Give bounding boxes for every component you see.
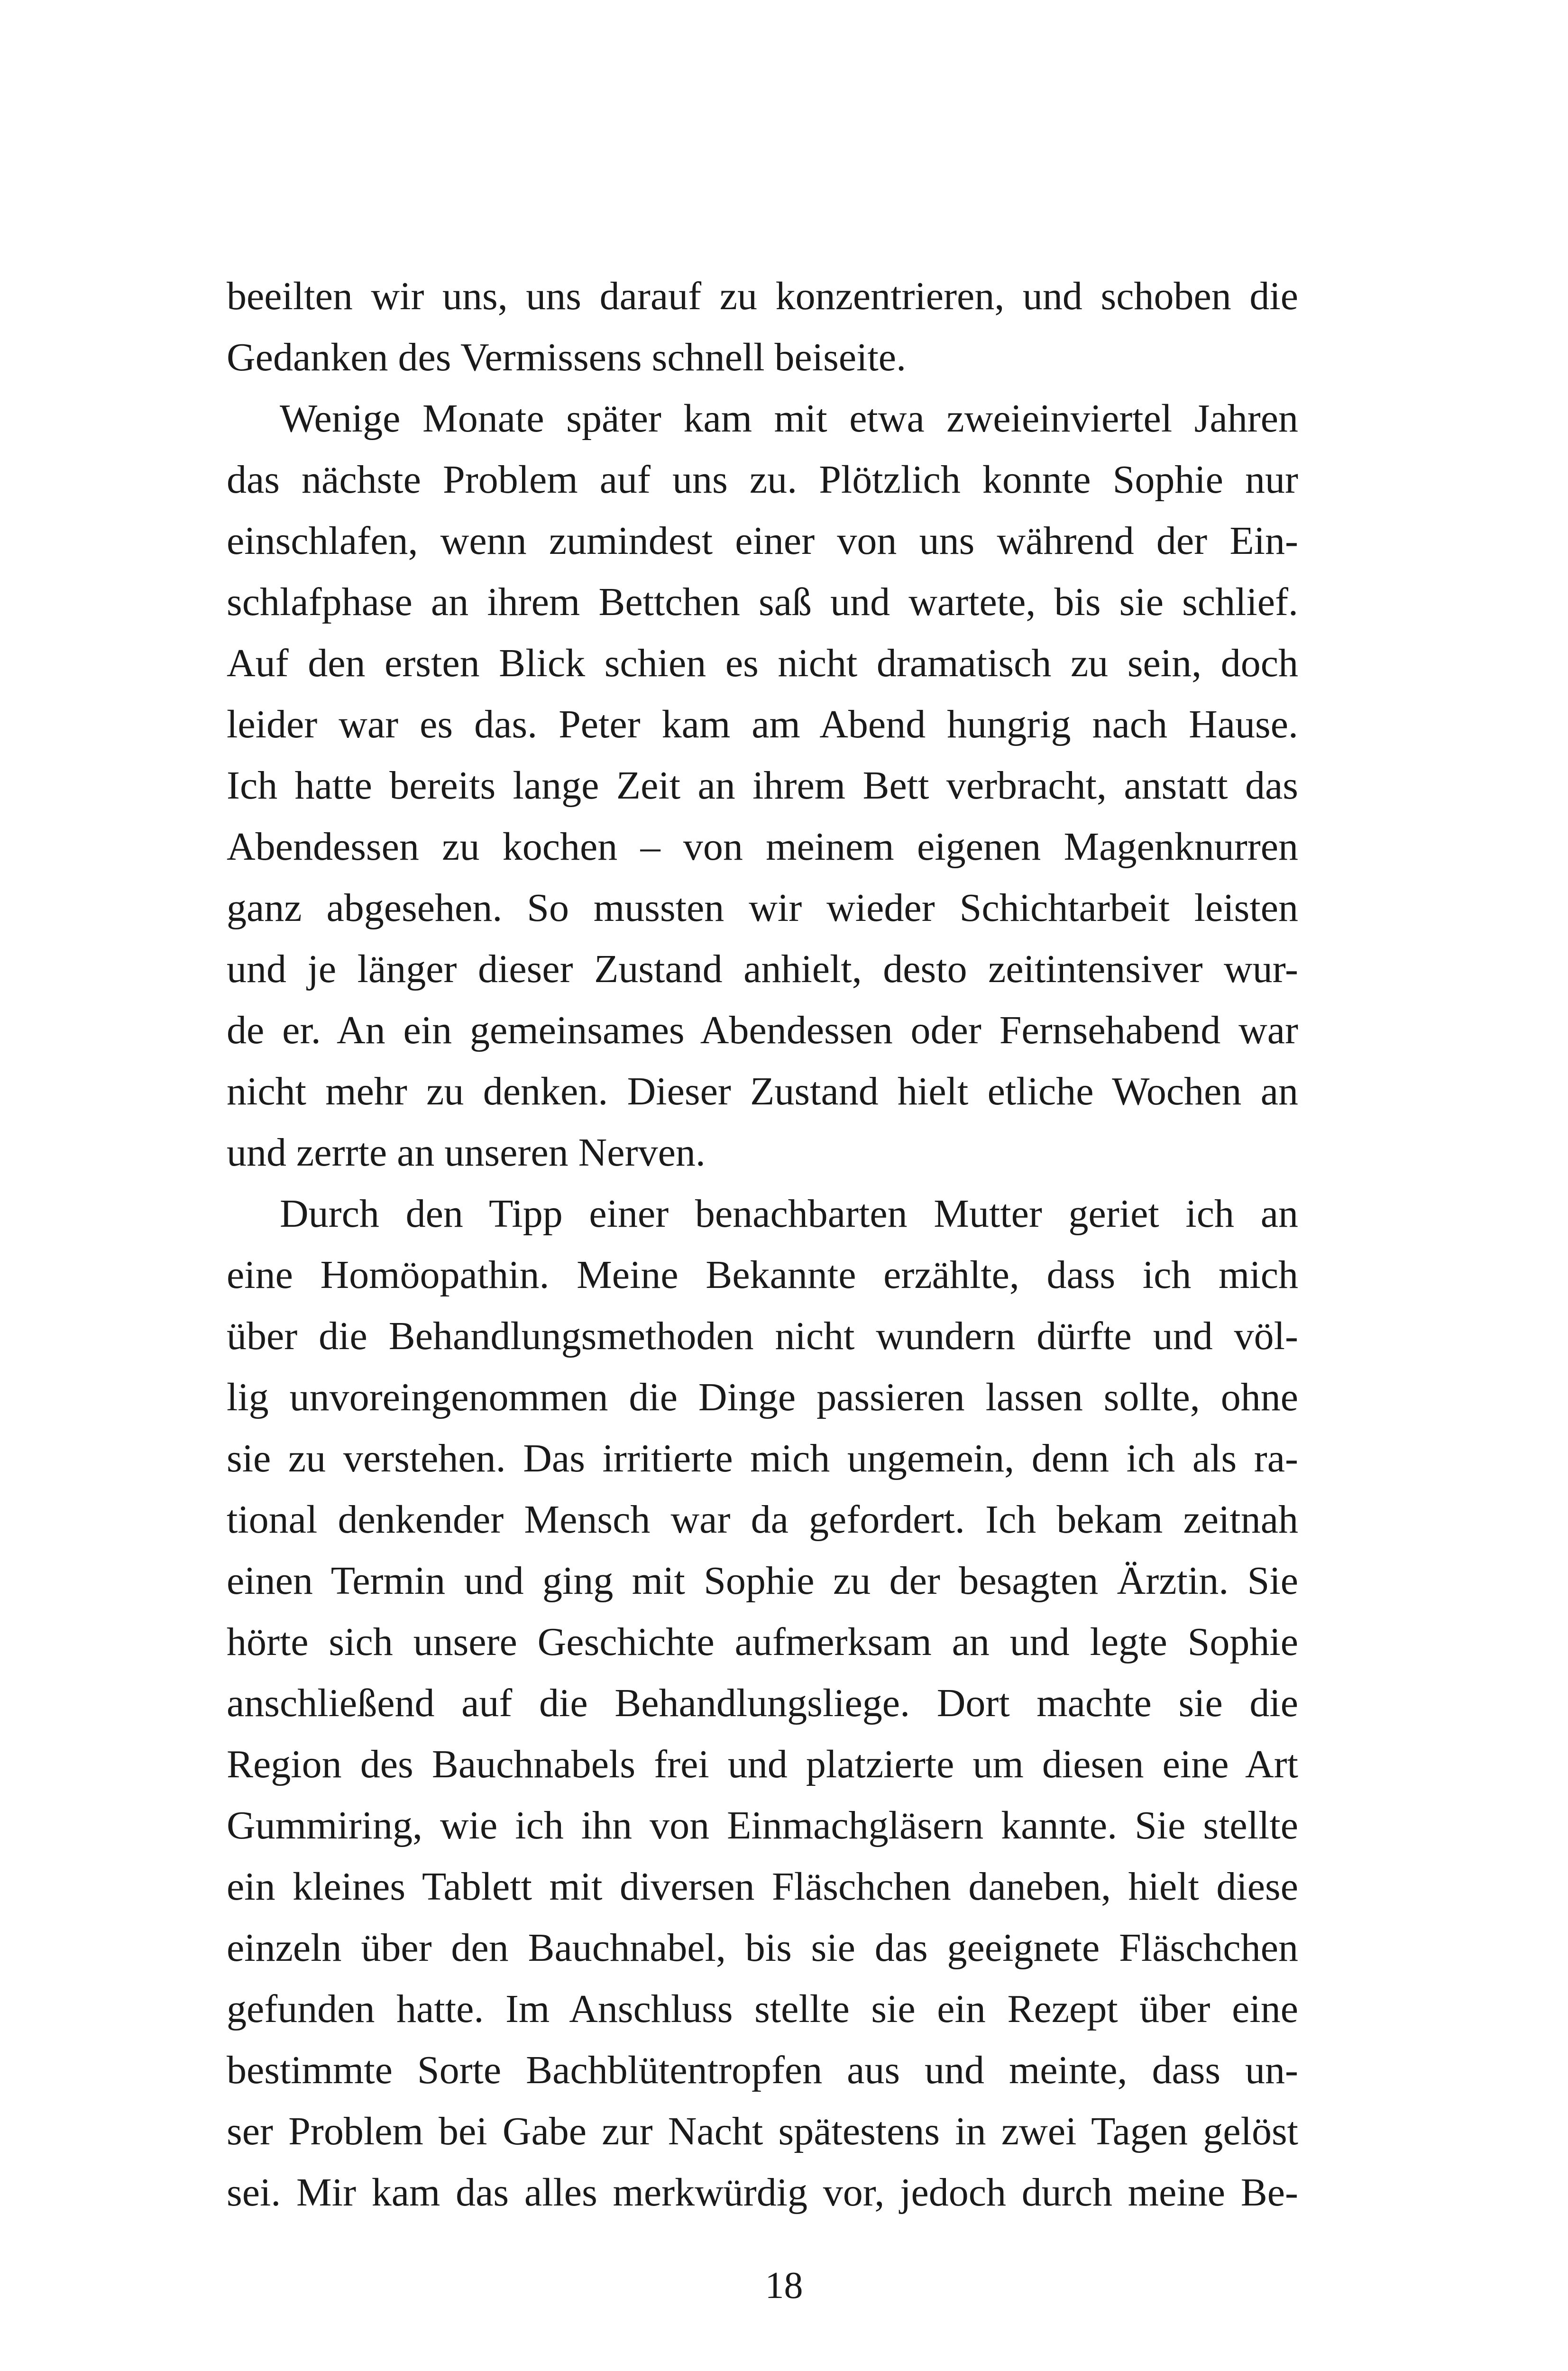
text-line: gefunden hatte. Im Anschluss stellte sie ein Rezept über eine [227,1987,1298,2031]
text-line: Auf den ersten Blick schien es nicht dramatisch zu sein, doch [227,641,1298,685]
text-line: und je länger dieser Zustand anhielt, desto zeitintensiver wur- [227,947,1298,991]
text-line: schlafphase an ihrem Bettchen saß und wartete, bis sie schlief. [227,580,1298,624]
text-line: einzeln über den Bauchnabel, bis sie das geeignete Fläschchen [227,1926,1298,1970]
text-line: das nächste Problem auf uns zu. Plötzlich konnte Sophie nur [227,458,1298,502]
text-line: sei. Mir kam das alles merkwürdig vor, jedoch durch meine Be- [227,2170,1298,2215]
text-line: beeilten wir uns, uns darauf zu konzentrieren, und schoben die [227,274,1298,318]
text-line: einen Termin und ging mit Sophie zu der besagten Ärztin. Sie [227,1559,1298,1603]
text-line: sie zu verstehen. Das irritierte mich ungemein, denn ich als ra- [227,1436,1298,1480]
text-line: nicht mehr zu denken. Dieser Zustand hielt etliche Wochen an [227,1069,1298,1113]
body-text [227,266,1298,2223]
text-line: Wenige Monate später kam mit etwa zweieinviertel Jahren [280,396,1298,441]
text-line: de er. An ein gemeinsames Abendessen oder Fernsehabend war [227,1008,1298,1052]
text-line: über die Behandlungsmethoden nicht wundern dürfte und völ- [227,1314,1298,1358]
text-line: Region des Bauchnabels frei und platzierte um diesen eine Art [227,1742,1298,1786]
text-line: Durch den Tipp einer benachbarten Mutter geriet ich an [280,1192,1298,1236]
text-line: und zerrte an unseren Nerven. [227,1130,706,1175]
text-line: Gummiring, wie ich ihn von Einmachgläsern kannte. Sie stellte [227,1803,1298,1847]
text-line: Ich hatte bereits lange Zeit an ihrem Bett verbracht, anstatt das [227,763,1298,808]
text-line: tional denkender Mensch war da gefordert. Ich bekam zeitnah [227,1498,1298,1542]
text-line: ein kleines Tablett mit diversen Fläschchen daneben, hielt diese [227,1865,1298,1909]
text-line: hörte sich unsere Geschichte aufmerksam an und legte Sophie [227,1620,1298,1664]
text-line: Gedanken des Vermissens schnell beiseite. [227,335,907,379]
page-number: 18 [765,2265,803,2307]
text-line: ser Problem bei Gabe zur Nacht spätestens in zwei Tagen gelöst [227,2109,1298,2153]
text-line: Abendessen zu kochen – von meinem eigenen Magenknurren [227,825,1298,869]
text-line: bestimmte Sorte Bachblütentropfen aus und meinte, dass un- [227,2048,1298,2092]
text-line: einschlafen, wenn zumindest einer von uns während der Ein- [227,519,1298,563]
text-line: anschließend auf die Behandlungsliege. Dort machte sie die [227,1681,1298,1725]
text-line: eine Homöopathin. Meine Bekannte erzählte, dass ich mich [227,1253,1298,1297]
text-line: leider war es das. Peter kam am Abend hungrig nach Hause. [227,702,1298,746]
text-line: ganz abgesehen. So mussten wir wieder Schichtarbeit leisten [227,886,1298,930]
text-line: lig unvoreingenommen die Dinge passieren lassen sollte, ohne [227,1375,1298,1419]
